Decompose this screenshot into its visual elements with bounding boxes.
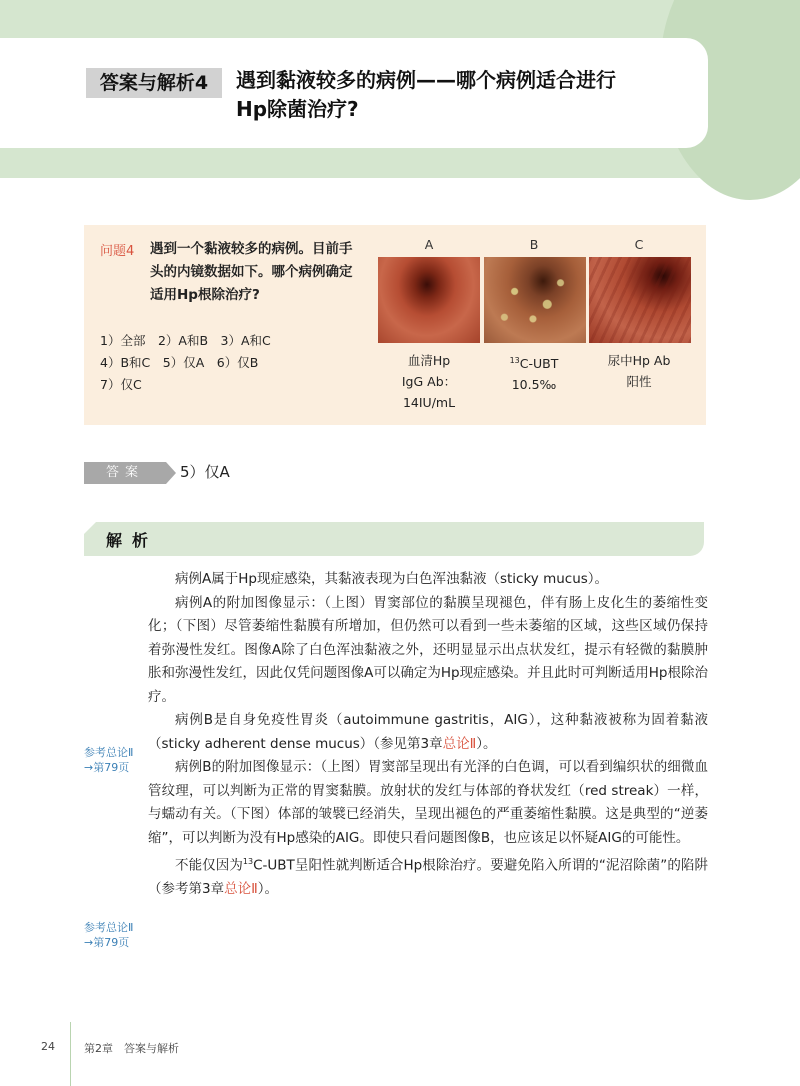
superscript: 13 bbox=[242, 857, 254, 866]
paragraph-text: 病例B是自身免疫性胃炎（autoimmune gastritis，AIG），这种黏液被称为固着黏液（sticky adherent dense mucus）（参见第3章 bbox=[148, 712, 708, 752]
paragraph: 病例A属于Hp现症感染，其黏液表现为白色浑浊黏液（sticky mucus）。 bbox=[175, 571, 609, 587]
page-title-line-1: 遇到黏液较多的病例——哪个病例适合进行 bbox=[236, 68, 616, 92]
paragraph bbox=[148, 850, 708, 902]
paragraph-text: 不能仅因为 bbox=[175, 857, 243, 874]
superscript: 13 bbox=[509, 356, 520, 365]
chapter-reference-link[interactable]: 总论Ⅱ bbox=[442, 735, 477, 752]
paragraph: 病例B的附加图像显示：（上图）胃窦部呈现出有光泽的白色调，可以看到编织状的细微血管纹理，可以判断为正常的胃窦黏膜。放射状的发红与体部的脊状发红（red streak）一样，与蠕动有关。（下图）体部的皱襞已经消失，呈现出褪色的严重萎缩性黏膜。这是典型的“逆萎缩”，可以判断为没有Hp感染的AIG。即使只看问题图像B，也应该足以怀疑AIG的可能性。 bbox=[148, 759, 708, 846]
caption-line: 尿中Hp Ab bbox=[607, 353, 671, 368]
chapter-reference-link[interactable]: 总论Ⅱ bbox=[224, 881, 258, 897]
footer-chapter: 第2章 答案与解析 bbox=[84, 1042, 179, 1055]
answer-tag: 答案 bbox=[84, 462, 166, 484]
caption-line: 10.5‰ bbox=[511, 377, 557, 393]
paragraph-text: ）。 bbox=[257, 881, 278, 897]
side-reference-line: 参考总论Ⅱ bbox=[84, 921, 134, 934]
case-c-letter: C bbox=[634, 237, 644, 252]
explanation-header-bar bbox=[84, 522, 704, 556]
page-title-line-2: Hp除菌治疗? bbox=[236, 97, 359, 121]
explanation-body bbox=[148, 568, 708, 902]
page-title bbox=[236, 66, 676, 124]
side-reference[interactable] bbox=[84, 745, 133, 775]
endoscopy-image-c bbox=[589, 257, 691, 343]
question-label: 问题4 bbox=[100, 244, 135, 259]
side-reference-line: →第79页 bbox=[84, 761, 130, 774]
side-reference[interactable] bbox=[84, 920, 133, 950]
caption-line bbox=[479, 350, 589, 374]
paragraph-text: C-UBT呈阳性就判断适合Hp根除治疗。要避免陷入所谓的“泥沼除菌”的陷阱（参考第3章 bbox=[148, 857, 708, 897]
endoscopy-image-b bbox=[484, 257, 586, 343]
case-b-caption bbox=[479, 350, 589, 395]
page-number: 24 bbox=[41, 1040, 55, 1053]
endoscopy-image-a bbox=[378, 257, 480, 343]
side-reference-line: 参考总论Ⅱ bbox=[84, 746, 134, 759]
case-a-caption bbox=[374, 350, 484, 413]
paragraph bbox=[148, 709, 708, 756]
case-a-letter: A bbox=[424, 237, 434, 252]
case-b-letter: B bbox=[529, 237, 539, 252]
caption-text: C-UBT bbox=[519, 356, 559, 372]
side-reference-line: →第79页 bbox=[84, 936, 130, 949]
section-tag: 答案与解析4 bbox=[86, 68, 222, 98]
caption-line: 阳性 bbox=[626, 374, 652, 389]
explanation-title: 解析 bbox=[106, 531, 159, 550]
case-c-caption bbox=[584, 350, 694, 392]
paragraph: 病例A的附加图像显示：（上图）胃窦部位的黏膜呈现褪色，伴有肠上皮化生的萎缩性变化；（下图）尽管萎缩性黏膜有所增加，但仍然可以看到一些未萎缩的区域，这些区域仍保持着弥漫性发红。图像A除了白色浑浊黏液之外，还明显显示出点状发红，提示有轻微的黏膜肿胀和弥漫性发红，因此仅凭问题图像A可以确定为Hp现症感染。并且此时可判断适用Hp根除治疗。 bbox=[148, 594, 708, 705]
explanation-header-notch bbox=[84, 522, 96, 534]
paragraph-text: ）。 bbox=[476, 735, 497, 752]
option-row: 7）仅C bbox=[100, 377, 142, 392]
answer-text: 5）仅A bbox=[180, 463, 230, 481]
question-options bbox=[100, 330, 380, 396]
option-row: 1）全部 2）A和B 3）A和C bbox=[100, 333, 271, 348]
caption-line: 血清Hp bbox=[407, 353, 451, 368]
caption-line: IgG Ab： bbox=[401, 374, 457, 389]
footer-divider bbox=[70, 1022, 71, 1086]
question-text: 遇到一个黏液较多的病例。目前手头的内镜数据如下。哪个病例确定适用Hp根除治疗? bbox=[150, 241, 353, 303]
option-row: 4）B和C 5）仅A 6）仅B bbox=[100, 355, 259, 370]
caption-line: 14IU/mL bbox=[402, 395, 456, 410]
